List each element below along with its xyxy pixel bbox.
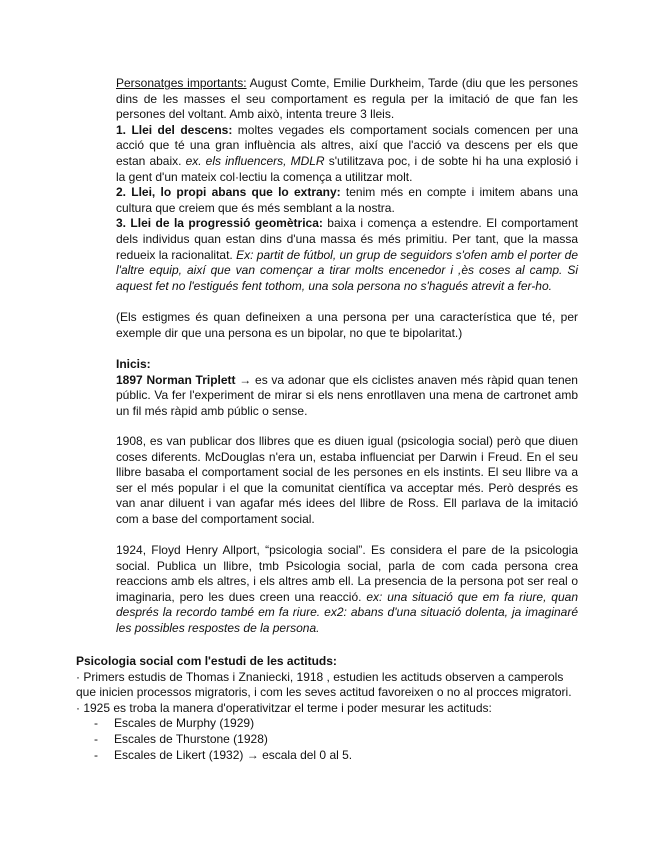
p1924-block — [116, 543, 578, 637]
law1-text: moltes vegades els comportament socials comencen per una acció que té una gran influència als altres, així que l'acció va descens per els que estan abaix. — [116, 122, 579, 168]
dash-bullet: - — [94, 716, 98, 731]
law2-text: tenim més en compte i imitem abans una cultura que creiem que és més semblant a la nostra. — [116, 185, 578, 215]
triplett-text: → es va adonar que els ciclistes anaven més ràpid quan tenen públic. Va fer l'experiment de mirar si els nens enrotllaven una mena de cartronet amb un fil més ràpid amb públic o sense. — [116, 372, 578, 418]
law1-example: ex. els influencers, MDLR — [185, 153, 325, 168]
scale-label: Escales de Likert (1932) → escala del 0 al 5. — [114, 747, 353, 762]
law1-paragraph — [116, 123, 578, 185]
p1924-paragraph — [116, 543, 578, 637]
triplett-paragraph — [116, 373, 578, 420]
law1-tail: s'utilitzava poc, i de sobte hi ha una explosió i la gent d'un mateix col·lectiu la comença a utilitzar molt. — [116, 153, 579, 184]
p1924-example: ex: una situació que em fa riure, quan després la recordo també em fa riure. ex2: abans d'una situació dolenta, ja imaginaré les possibles respostes de la persona. — [116, 589, 579, 635]
actituds-line1: · Primers estudis de Thomas i Znaniecki, 1918 , estudien les actituds observen a camperols que inicien processos migratoris, i com les seves actitud favoreixen o no al procces migratori. — [76, 669, 572, 700]
law1-title: 1. Llei del descens: — [116, 122, 233, 137]
important-people-label: Personatges importants: — [116, 76, 247, 90]
p1908-paragraph: 1908, es van publicar dos llibres que es diuen igual (psicologia social) però que diuen coses diferents. McDouglas n'era un, estaba influenciat per Darwin i Freud. En el seu llibre basaba el comportament social de les persones en els instints. El seu llibre va a ser el més popular i el que la comunitat científica va acceptar més. Però després es van anar diluent i van agafar més idees del llibre de Ross. Ell parlava de la imitació com a base del comportament social. — [116, 434, 578, 526]
scale-label: Escales de Thurstone (1928) — [114, 731, 268, 746]
actituds-heading-text: Psicologia social com l'estudi de les actituds: — [76, 654, 337, 668]
inicis-heading-text: Inicis: — [116, 357, 151, 371]
law3-text: baixa i comença a estendre. El comportament dels individus quan estan dins d'una massa és més primitiu. Per tant, que la massa redueix la racionalitat. — [116, 216, 578, 262]
law2-paragraph — [116, 185, 578, 216]
p1924-text: 1924, Floyd Henry Allport, “psicologia social”. Es considera el pare de la psicologia social. Publica un llibre, tmb Psicologia social, parla de com cada persona crea reaccions amb els altres, i els altres amb ell. La presencia de la persona pot ser real o imaginaria, pero les dues creen una reacció. — [116, 543, 578, 604]
section-actituds — [76, 654, 578, 763]
law2-title: 2. Llei, lo propi abans que lo extrany: — [116, 185, 341, 200]
scales-list — [76, 716, 578, 763]
law3-example: Ex: partit de fútbol, un grup de seguidors s'ofen amb el porter de l'altre equip, així que van començar a tirar molts encenedor i ,ès coses al camp. Si aquest fet no l'estigués fent tothom, una sola persona no s'hagués atrevit a fer-ho. — [116, 247, 578, 293]
actituds-heading — [76, 654, 578, 670]
inicis-heading — [116, 357, 578, 373]
law3-title: 3. Llei de la progressió geomètrica: — [116, 216, 323, 231]
dash-bullet: - — [94, 747, 98, 762]
list-item — [76, 748, 578, 764]
section-inicis — [116, 357, 578, 419]
list-item — [76, 732, 578, 748]
section-laws — [116, 76, 578, 294]
law3-paragraph — [116, 216, 578, 294]
list-item — [76, 716, 578, 732]
stigma-paragraph-block — [116, 310, 578, 341]
triplett-title: 1897 Norman Triplett — [116, 372, 236, 387]
p1908-block — [116, 434, 578, 528]
important-people-text: August Comte, Emilie Durkheim, Tarde (diu que les persones dins de les masses el seu comportament es regula per la imitació de que fan les persones del voltant. Amb això, intenta treure 3 lleis. — [116, 76, 578, 122]
stigma-paragraph: (Els estigmes és quan defineixen a una persona per una característica que té, per exemple dir que una persona es un bipolar, no que te bipolaritat.) — [116, 310, 578, 340]
actituds-line2: · 1925 es troba la manera d'operativitzar el terme i poder mesurar les actituds: — [76, 700, 492, 715]
important-people-paragraph — [116, 76, 578, 123]
dash-bullet: - — [94, 731, 98, 746]
scale-label: Escales de Murphy (1929) — [114, 716, 255, 731]
